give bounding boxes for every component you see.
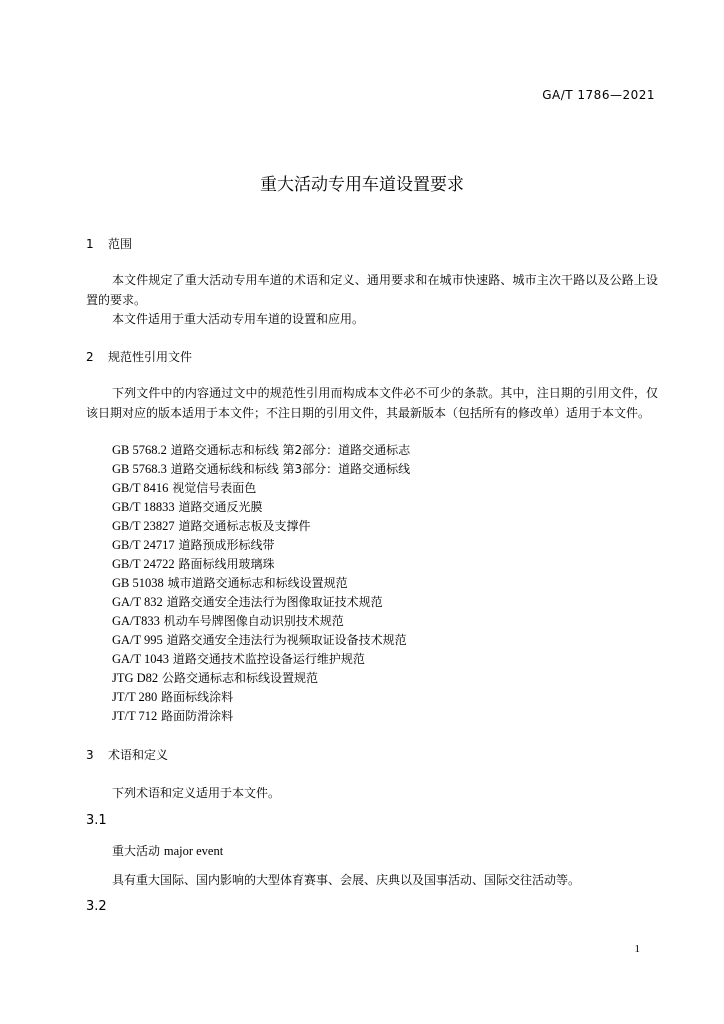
reference-code: GA/T 995	[112, 633, 163, 647]
reference-code: GA/T 1043	[112, 652, 170, 666]
section-number: 1	[86, 237, 94, 251]
reference-code: GA/T 832	[112, 595, 163, 609]
reference-code: JT/T 280	[112, 690, 158, 704]
terms-intro: 下列术语和定义适用于本文件。	[112, 786, 281, 800]
reference-title: 道路交通反光膜	[174, 500, 263, 514]
reference-title: 道路交通标线和标线 第3部分：道路交通标线	[170, 462, 411, 476]
standard-code: GA/T 1786—2021	[542, 88, 655, 102]
reference-code: GB/T 24717	[112, 538, 175, 552]
reference-item	[112, 517, 410, 536]
reference-title: 道路交通标志和标线 第2部分：道路交通标志	[170, 443, 411, 457]
term-definition: 具有重大国际、国内影响的大型体育赛事、会展、庆典以及国事活动、国际交往活动等。	[112, 873, 581, 887]
reference-item	[112, 460, 410, 479]
normative-references-list	[112, 441, 410, 726]
reference-code: GB/T 23827	[112, 519, 175, 533]
scope-paragraph-1: 本文件规定了重大活动专用车道的术语和定义、通用要求和在城市快速路、城市主次干路以及公路上设置的要求。	[86, 273, 658, 307]
reference-title: 道路交通技术监控设备运行维护规范	[169, 652, 365, 666]
reference-item	[112, 555, 410, 574]
reference-code: JTG D82	[112, 671, 159, 685]
page-number: 1	[634, 943, 640, 955]
reference-code: GB/T 18833	[112, 500, 175, 514]
reference-item	[112, 441, 410, 460]
reference-title: 视觉信号表面色	[168, 481, 257, 495]
section-number: 3	[86, 748, 94, 762]
reference-title: 城市道路交通标志和标线设置规范	[167, 576, 348, 590]
reference-code: GB 51038	[112, 576, 164, 590]
term-number: 3.2	[86, 899, 107, 914]
reference-title: 路面防滑涂料	[157, 709, 234, 723]
section-title: 术语和定义	[108, 748, 169, 762]
reference-item	[112, 631, 410, 650]
reference-item	[112, 688, 410, 707]
reference-title: 道路交通安全违法行为图像取证技术规范	[162, 595, 383, 609]
reference-code: GB 5768.3	[112, 462, 167, 476]
reference-item	[112, 650, 410, 669]
section-1-heading	[86, 235, 132, 252]
reference-item	[112, 574, 410, 593]
reference-title: 路面标线用玻璃珠	[174, 557, 275, 571]
section-3-heading	[86, 746, 168, 763]
reference-item	[112, 707, 410, 726]
scope-paragraph-2: 本文件适用于重大活动专用车道的设置和应用。	[112, 312, 365, 326]
reference-code: GB/T 8416	[112, 481, 169, 495]
reference-title: 机动车号牌图像自动识别技术规范	[159, 614, 344, 628]
references-intro-paragraph: 下列文件中的内容通过文中的规范性引用而构成本文件必不可少的条款。其中，注日期的引用文件，仅该日期对应的版本适用于本文件；不注日期的引用文件，其最新版本（包括所有的修改单）适用于本文件。	[86, 386, 658, 420]
reference-item	[112, 536, 410, 555]
term-heading	[112, 842, 223, 859]
reference-title: 公路交通标志和标线设置规范	[162, 671, 319, 685]
section-number: 2	[86, 350, 94, 364]
reference-code: GB 5768.2	[112, 443, 167, 457]
reference-item	[112, 669, 410, 688]
reference-code: GA/T833	[112, 614, 160, 628]
document-title: 重大活动专用车道设置要求	[260, 175, 464, 195]
reference-item	[112, 498, 410, 517]
reference-title: 道路交通安全违法行为视频取证设备技术规范	[162, 633, 407, 647]
reference-title: 道路交通标志板及支撑件	[174, 519, 311, 533]
term-chinese: 重大活动	[112, 844, 161, 858]
section-title: 规范性引用文件	[108, 350, 193, 364]
section-title: 范围	[108, 237, 133, 251]
reference-title: 道路预成形标线带	[174, 538, 275, 552]
reference-title: 路面标线涂料	[157, 690, 234, 704]
reference-item	[112, 479, 410, 498]
term-number: 3.1	[86, 813, 107, 828]
reference-code: JT/T 712	[112, 709, 158, 723]
term-english: major event	[163, 844, 224, 858]
section-2-heading	[86, 348, 192, 365]
reference-code: GB/T 24722	[112, 557, 175, 571]
reference-item	[112, 593, 410, 612]
reference-item	[112, 612, 410, 631]
